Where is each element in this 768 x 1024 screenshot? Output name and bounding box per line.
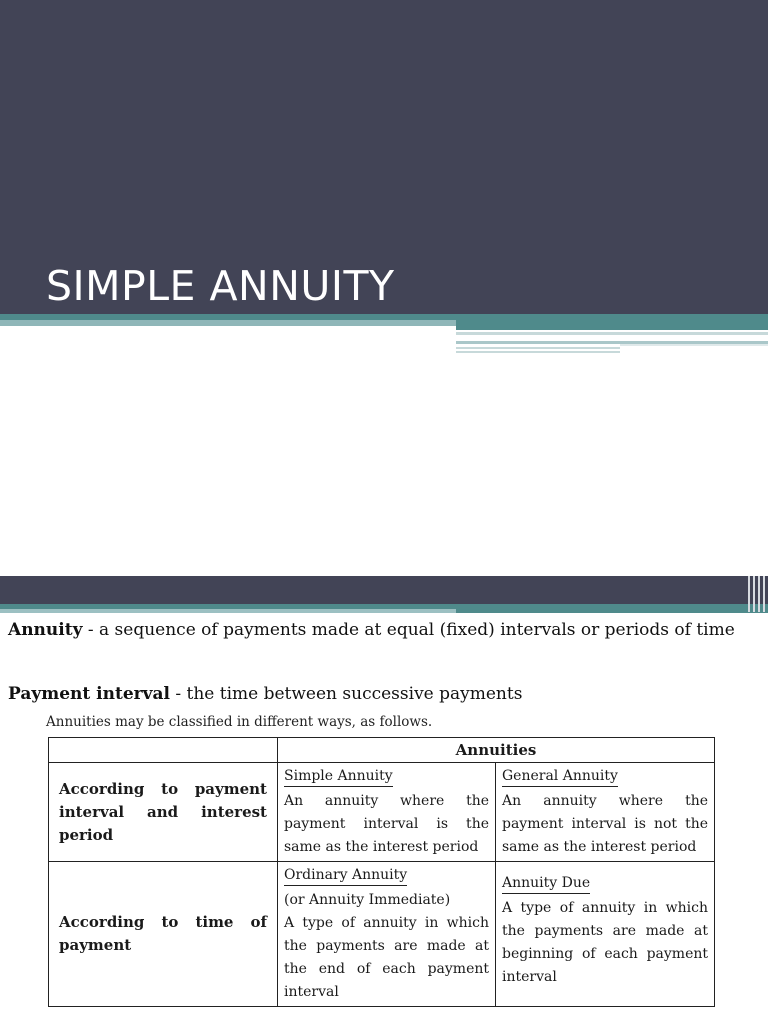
light-teal-stripe <box>0 320 456 326</box>
thin-line <box>456 338 716 340</box>
cell-body: A type of annuity in which the payments are made at the end of each payment interval <box>284 915 489 1000</box>
table-header-row <box>49 738 715 763</box>
table-cell <box>496 763 715 862</box>
table-cell <box>278 862 496 1007</box>
table-cell <box>278 763 496 862</box>
definition-term: Annuity <box>8 620 83 640</box>
definition-text: - the time between successive payments <box>169 684 523 704</box>
table-header-annuities: Annuities <box>278 738 715 763</box>
definition-term: Payment interval <box>8 684 170 704</box>
light-teal-stripe <box>0 609 456 613</box>
thin-line <box>456 332 768 335</box>
cell-title: General Annuity <box>502 767 618 787</box>
thin-line <box>456 347 620 349</box>
annuity-classification-table <box>48 737 715 1007</box>
thin-line <box>456 351 620 353</box>
decorative-vertical-bars <box>746 576 768 612</box>
cell-title: Ordinary Annuity <box>284 866 407 886</box>
cell-body: A type of annuity in which the payments are made at beginning of each payment interval <box>502 900 708 985</box>
definition-annuity <box>8 620 735 640</box>
cell-body: An annuity where the payment interval is the same as the interest period <box>284 793 489 855</box>
table-row <box>49 763 715 862</box>
content-slide <box>0 576 768 1024</box>
definition-payment-interval <box>8 684 522 704</box>
cell-subtitle: (or Annuity Immediate) <box>284 892 451 908</box>
table-row <box>49 862 715 1007</box>
table-cell <box>496 862 715 1007</box>
content-slide-header-band <box>0 576 768 604</box>
thin-line <box>620 344 768 346</box>
teal-stripe-right <box>456 320 768 330</box>
cell-title: Annuity Due <box>502 874 590 894</box>
intro-text: Annuities may be classified in different ways, as follows. <box>46 714 433 730</box>
table-corner-cell <box>49 738 278 763</box>
teal-stripe-right <box>456 609 768 613</box>
slide-title: SIMPLE ANNUITY <box>46 262 395 310</box>
cell-body: An annuity where the payment interval is not the same as the interest period <box>502 793 708 855</box>
row-label: According to payment interval and interest period <box>49 763 278 862</box>
definition-text: - a sequence of payments made at equal (fixed) intervals or periods of time <box>82 620 735 640</box>
cell-title: Simple Annuity <box>284 767 393 787</box>
row-label: According to time of payment <box>49 862 278 1007</box>
